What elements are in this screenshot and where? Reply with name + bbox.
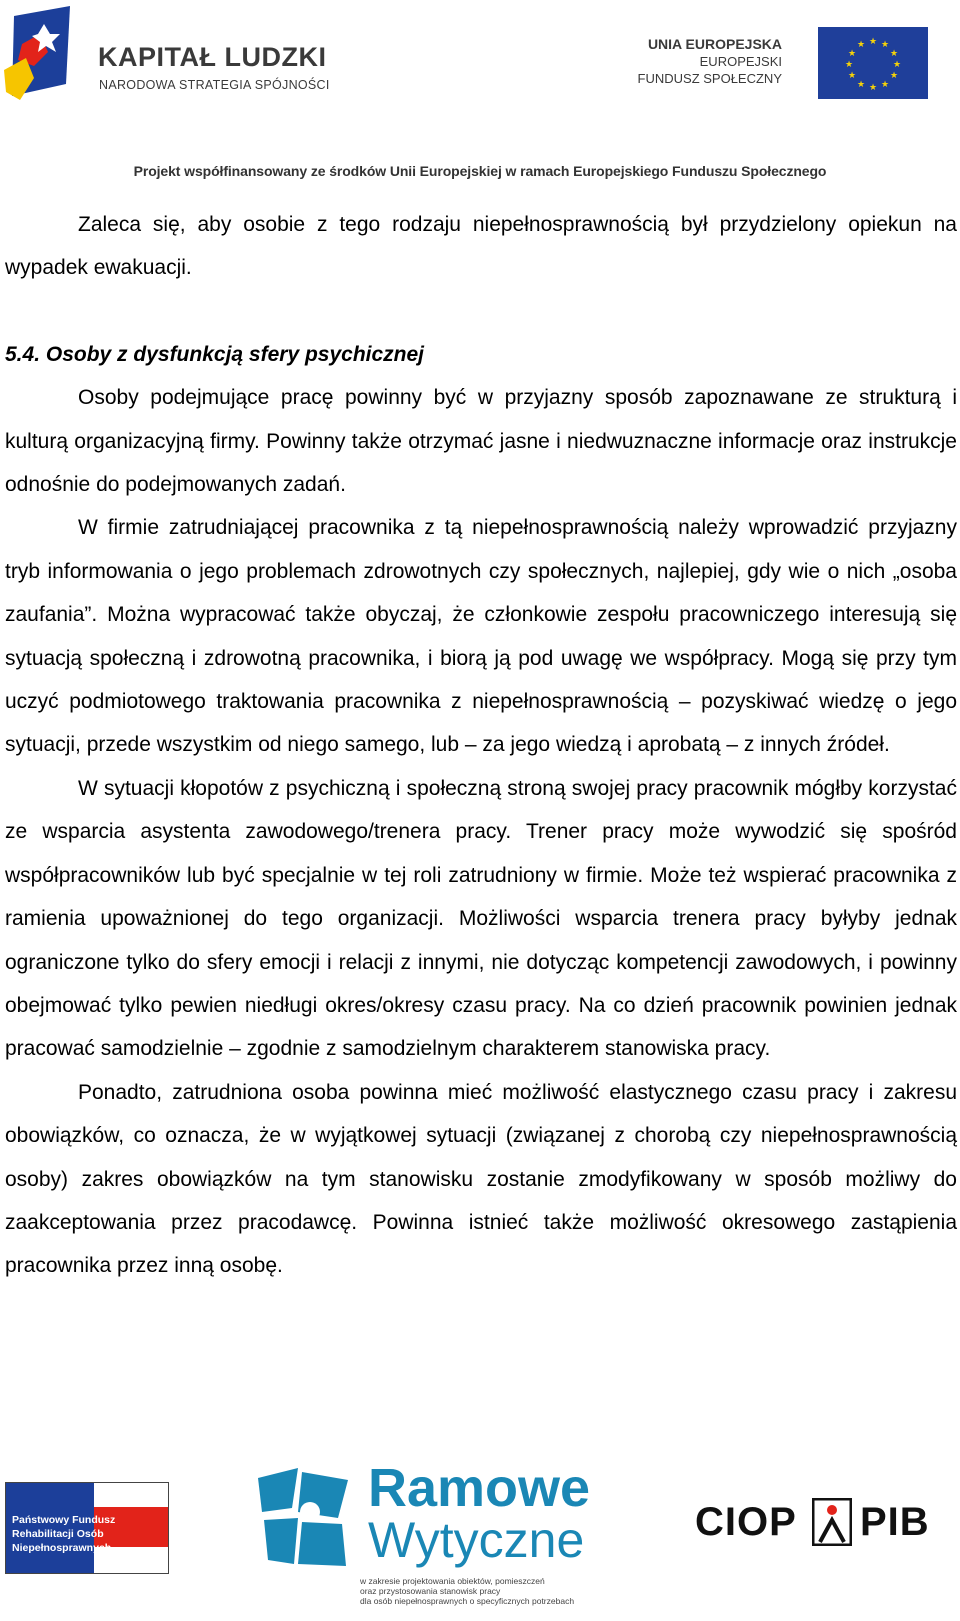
page-header: [0, 0, 960, 185]
kapital-ludzki-title: KAPITAŁ LUDZKI: [98, 42, 327, 72]
svg-text:★: ★: [889, 71, 899, 81]
pfron-label: [12, 1513, 162, 1555]
page-footer: [0, 1460, 960, 1621]
section-heading: 5.4. Osoby z dysfunkcją sfery psychicznej: [5, 342, 425, 366]
eu-flag-icon: [818, 27, 928, 99]
paragraph-intro: Zaleca się, aby osobie z tego rodzaju niepełnosprawnością był przydzielony opiekun na wypadek ewakuacji.: [5, 213, 957, 280]
pfron-label-line3: Niepełnosprawnych: [12, 1542, 112, 1554]
paragraph-4: Ponadto, zatrudniona osoba powinna mieć możliwość elastycznego czasu pracy i zakresu obowiązków, co oznacza, że w wyjątkowej sytuacji (związanej z chorobą czy niepełnosprawnością osoby) zakres obowiązków na tym stanowisku zostanie zmodyfikowany w sposób możliwy do zaakceptowania przez pracodawcę. Powinna istnieć także możliwość okresowego zastąpienia pracownika przez inną osobę.: [5, 1080, 957, 1278]
svg-text:★: ★: [844, 60, 854, 70]
pfron-label-line2: Rehabilitacji Osób: [12, 1528, 104, 1540]
eu-label: [638, 36, 782, 87]
project-cofinancing-line: Projekt współfinansowany ze środków Unii Europejskiej w ramach Europejskiego Funduszu Społecznego: [133, 163, 827, 179]
pib-label: PIB: [860, 1500, 930, 1544]
svg-text:★: ★: [892, 60, 902, 70]
eu-label-line1: UNIA EUROPEJSKA: [647, 36, 782, 52]
svg-text:★: ★: [856, 80, 866, 90]
eu-label-line2: EUROPEJSKI: [699, 54, 782, 69]
svg-text:★: ★: [847, 49, 857, 59]
svg-text:★: ★: [868, 83, 878, 93]
ramowe-wytyczne-subtitle: [360, 1576, 610, 1606]
ciop-label: CIOP: [695, 1500, 797, 1544]
svg-text:★: ★: [889, 49, 899, 59]
svg-text:★: ★: [880, 40, 890, 50]
ciop-pib-figure-icon: [812, 1498, 852, 1546]
rw-subtitle-line2: oraz przystosowania stanowisk pracy: [360, 1586, 501, 1596]
paragraph-3: W sytuacji kłopotów z psychiczną i społeczną stroną swojej pracy pracownik mógłby korzystać ze wsparcia asystenta zawodowego/trenera pracy. Trener pracy może wywodzić się spośród współpracowników lub być specjalnie w tej roli zatrudniony w firmie. Może też wspierać pracownika z ramienia upoważnionej do tego organizacji. Możliwości wsparcia trenera pracy byłyby jednak ograniczone tylko do sfery emocji i relacji z innymi, nie dotycząc kompetencji zawodowych, i powinny obejmować tylko pewien niedługi okres/okresy czasu pracy. Na co dzień pracownik powinien jednak pracować samodzielnie – zgodnie z samodzielnym charakterem stanowiska pracy.: [5, 776, 957, 1061]
rw-subtitle-line3: dla osób niepełnosprawnych o specyficznych potrzebach: [360, 1596, 575, 1606]
svg-text:★: ★: [847, 71, 857, 81]
paragraph-1: Osoby podejmujące pracę powinny być w przyjazny sposób zapoznawane ze strukturą i kulturą organizacyjną firmy. Powinny także otrzymać jasne i niedwuznaczne informacje oraz instrukcje odnośnie do podejmowanych zadań.: [5, 386, 957, 497]
ramowe-title: Ramowe: [368, 1458, 591, 1518]
wytyczne-title: Wytyczne: [368, 1512, 585, 1568]
eu-label-line3: FUNDUSZ SPOŁECZNY: [637, 71, 782, 86]
svg-text:★: ★: [868, 37, 878, 47]
kapital-ludzki-logo: [4, 4, 74, 116]
svg-text:★: ★: [856, 40, 866, 50]
document-body: [5, 203, 957, 1288]
svg-text:★: ★: [880, 80, 890, 90]
pfron-logo: [5, 1482, 169, 1574]
rw-subtitle-line1: w zakresie projektowania obiektów, pomieszczeń: [360, 1576, 545, 1586]
pfron-label-line1: Państwowy Fundusz: [12, 1514, 116, 1526]
ramowe-wytyczne-icon: [258, 1468, 358, 1568]
kapital-ludzki-subtitle: NARODOWA STRATEGIA SPÓJNOŚCI: [99, 78, 330, 92]
paragraph-2: W firmie zatrudniającej pracownika z tą niepełnosprawnością należy wprowadzić przyjazny tryb informowania o jego problemach zdrowotnych czy społecznych, najlepiej, gdy wie o nich „osoba zaufania”. Można wypracować także obyczaj, że członkowie zespołu pracowniczego interesują się sytuacją społeczną i zdrowotną pracownika, i biorą ją pod uwagę we współpracy. Mogą się przy tym uczyć podmiotowego traktowania pracownika z niepełnosprawnością – pozyskiwać wiedzę o jego sytuacji, przede wszystkim od niego samego, lub – za jego wiedzą i aprobatą – z innych źródeł.: [5, 516, 957, 757]
